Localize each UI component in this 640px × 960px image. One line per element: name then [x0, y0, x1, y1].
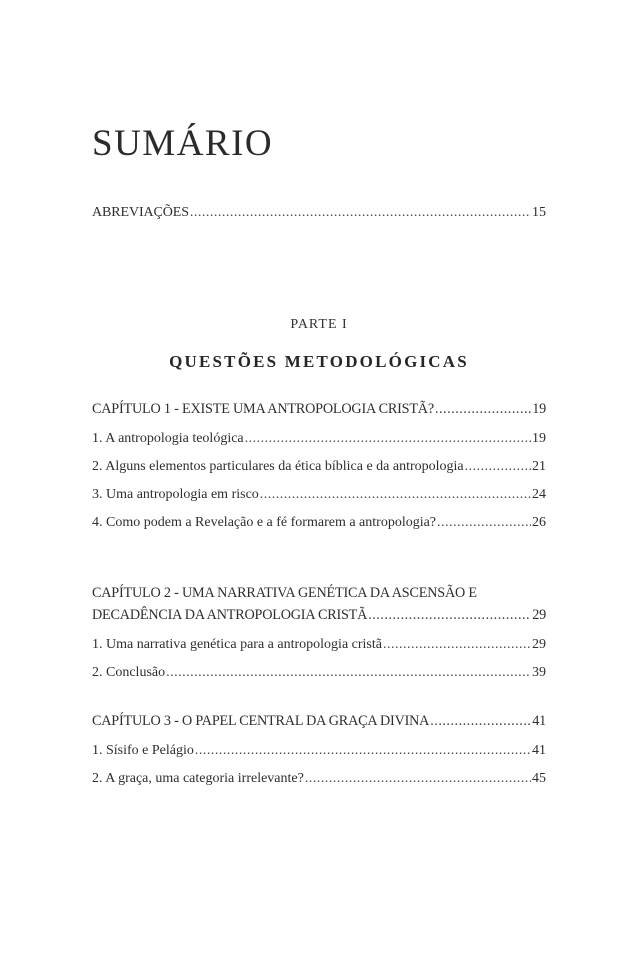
toc-entry-label: ABREVIAÇÕES	[92, 205, 189, 220]
toc-section-page: 19	[532, 431, 546, 446]
toc-chapter-page: 19	[532, 401, 546, 417]
page-title: SUMÁRIO	[92, 123, 274, 164]
toc-section-label: 2. Conclusão	[92, 665, 166, 680]
toc-section-page: 39	[532, 665, 546, 680]
toc-section-3-2[interactable]	[92, 770, 546, 788]
toc-chapter-title: DECADÊNCIA DA ANTROPOLOGIA CRISTÃ	[92, 607, 368, 623]
dot-leader	[383, 636, 531, 654]
toc-section-label: 1. Uma narrativa genética para a antropologia cristã	[92, 637, 382, 652]
dot-leader	[430, 712, 531, 730]
dot-leader	[368, 606, 531, 624]
toc-entry-abbreviations[interactable]	[92, 204, 546, 222]
dot-leader	[305, 770, 531, 788]
toc-section-page: 24	[532, 487, 546, 502]
toc-entry-page: 15	[532, 205, 546, 220]
toc-chapter-1[interactable]	[92, 400, 546, 418]
toc-section-1-4[interactable]	[92, 514, 546, 532]
toc-section-3-1[interactable]	[92, 742, 546, 760]
dot-leader	[465, 458, 531, 476]
toc-section-label: 2. A graça, uma categoria irrelevante?	[92, 771, 304, 786]
toc-section-2-1[interactable]	[92, 636, 546, 654]
toc-section-page: 21	[532, 459, 546, 474]
toc-chapter-title: CAPÍTULO 3 - O PAPEL CENTRAL DA GRAÇA DIVINA	[92, 713, 430, 729]
toc-section-page: 26	[532, 515, 546, 530]
toc-section-label: 4. Como podem a Revelação e a fé formarem a antropologia?	[92, 515, 437, 530]
dot-leader	[245, 430, 531, 448]
dot-leader	[260, 486, 531, 504]
toc-chapter-page: 29	[532, 607, 546, 623]
dot-leader	[190, 204, 531, 222]
toc-chapter-page: 41	[532, 713, 546, 729]
toc-section-label: 1. Sísifo e Pelágio	[92, 743, 194, 758]
dot-leader	[437, 514, 531, 532]
toc-section-2-2[interactable]	[92, 664, 546, 682]
dot-leader	[166, 664, 531, 682]
toc-chapter-2-line1[interactable]: CAPÍTULO 2 - UMA NARRATIVA GENÉTICA DA ASCENSÃO E	[92, 585, 477, 601]
toc-chapter-2[interactable]	[92, 606, 546, 624]
dot-leader	[435, 400, 531, 418]
toc-section-label: 1. A antropologia teológica	[92, 431, 244, 446]
toc-section-page: 45	[532, 771, 546, 786]
toc-section-page: 29	[532, 637, 546, 652]
toc-section-page: 41	[532, 743, 546, 758]
part-title: QUESTÕES METODOLÓGICAS	[169, 352, 469, 371]
dot-leader	[195, 742, 531, 760]
toc-section-label: 3. Uma antropologia em risco	[92, 487, 259, 502]
toc-section-1-3[interactable]	[92, 486, 546, 504]
toc-section-label: 2. Alguns elementos particulares da ética bíblica e da antropologia	[92, 459, 464, 474]
toc-page	[92, 0, 546, 960]
toc-chapter-title: CAPÍTULO 1 - EXISTE UMA ANTROPOLOGIA CRISTÃ?	[92, 401, 434, 417]
toc-section-1-2[interactable]	[92, 458, 546, 476]
toc-chapter-3[interactable]	[92, 712, 546, 730]
part-label: PARTE I	[290, 317, 348, 332]
toc-section-1-1[interactable]	[92, 430, 546, 448]
